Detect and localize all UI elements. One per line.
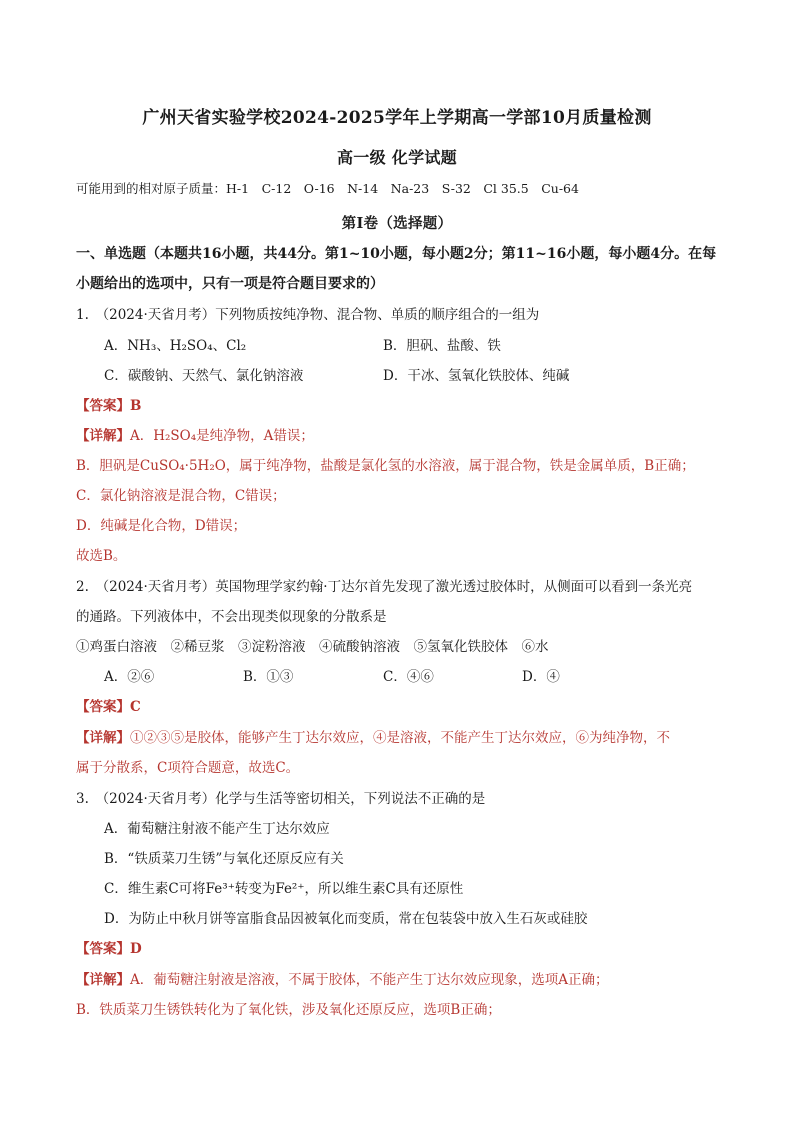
q2-detail-line-2: 属于分散系，C项符合题意，故选C。 [76, 760, 300, 776]
q2-detail-text-1: ①②③⑤是胶体，能够产生丁达尔效应，④是溶液，不能产生丁达尔效应，⑥为纯净物，不 [130, 730, 670, 746]
q1-detail-a: A．H₂SO₄是纯净物，A错误； [130, 428, 314, 444]
q3-detail-tag: 【详解】 [76, 972, 130, 988]
q1-option-d: D．干冰、氢氧化铁胶体、纯碱 [383, 368, 570, 384]
q3-option-d: D．为防止中秋月饼等富脂食品因被氧化而变质，常在包装袋中放入生石灰或硅胶 [104, 911, 588, 927]
q1-option-b: B．胆矾、盐酸、铁 [383, 338, 501, 354]
q1-detail-line-1 [76, 427, 314, 445]
q1-option-c: C．碳酸钠、天然气、氯化钠溶液 [104, 368, 304, 384]
q2-option-b: B．①③ [243, 669, 294, 685]
q2-detail-line-1 [76, 729, 670, 747]
q3-option-a: A．葡萄糖注射液不能产生丁达尔效应 [104, 821, 330, 837]
instructions-line-1: 一、单选题（本题共16小题，共44分。第1~10小题，每小题2分；第11~16小题，每小题4分。在每 [76, 246, 717, 262]
q3-detail-b: B．铁质菜刀生锈铁转化为了氧化铁，涉及氧化还原反应，选项B正确； [76, 1002, 501, 1018]
q2-option-a: A．②⑥ [104, 669, 155, 685]
q2-answer: 【答案】C [76, 699, 141, 715]
atomic-masses: 可能用到的相对原子质量：H-1 C-12 O-16 N-14 Na-23 S-32 Cl 35.5 Cu-64 [76, 181, 579, 196]
q2-detail-tag: 【详解】 [76, 730, 130, 746]
document-subtitle: 高一级 化学试题 [337, 148, 457, 167]
q3-detail-a: A．葡萄糖注射液是溶液，不属于胶体，不能产生丁达尔效应现象，选项A正确； [130, 972, 609, 988]
q2-option-c: C．④⑥ [383, 669, 434, 685]
q3-stem: 3. （2024·天省月考）化学与生活等密切相关，下列说法不正确的是 [76, 791, 486, 807]
document-title: 广州天省实验学校2024-2025学年上学期高一学部10月质量检测 [142, 108, 652, 128]
q1-option-a: A．NH₃、H₂SO₄、Cl₂ [104, 338, 247, 354]
q1-detail-b: B．胆矾是CuSO₄·5H₂O，属于纯净物，盐酸是氯化氢的水溶液，属于混合物，铁是金属单质，B正确； [76, 458, 695, 474]
q1-detail-c: C．氯化钠溶液是混合物，C错误； [76, 488, 286, 504]
q3-answer: 【答案】D [76, 941, 142, 957]
q3-detail-line-1 [76, 971, 609, 989]
q2-stem-line-1: 2. （2024·天省月考）英国物理学家约翰·丁达尔首先发现了激光透过胶体时，从侧面可以看到一条光亮 [76, 579, 693, 595]
q3-option-c: C．维生素C可将Fe³⁺转变为Fe²⁺，所以维生素C具有还原性 [104, 881, 464, 897]
q1-detail-d: D．纯碱是化合物，D错误； [76, 518, 247, 534]
q3-option-b: B．“铁质菜刀生锈”与氧化还原反应有关 [104, 851, 344, 867]
q2-items: ①鸡蛋白溶液 ②稀豆浆 ③淀粉溶液 ④硫酸钠溶液 ⑤氢氧化铁胶体 ⑥水 [76, 639, 549, 655]
q1-conclusion: 故选B。 [76, 548, 127, 564]
q2-stem-line-2: 的通路。下列液体中，不会出现类似现象的分散系是 [76, 609, 387, 625]
q1-answer: 【答案】B [76, 398, 142, 414]
section-heading: 第Ⅰ卷（选择题） [341, 215, 453, 232]
instructions-line-2: 小题给出的选项中，只有一项是符合题目要求的） [76, 276, 384, 292]
q1-detail-tag: 【详解】 [76, 428, 130, 444]
q2-option-d: D．④ [522, 669, 560, 685]
q1-stem: 1. （2024·天省月考）下列物质按纯净物、混合物、单质的顺序组合的一组为 [76, 307, 540, 323]
